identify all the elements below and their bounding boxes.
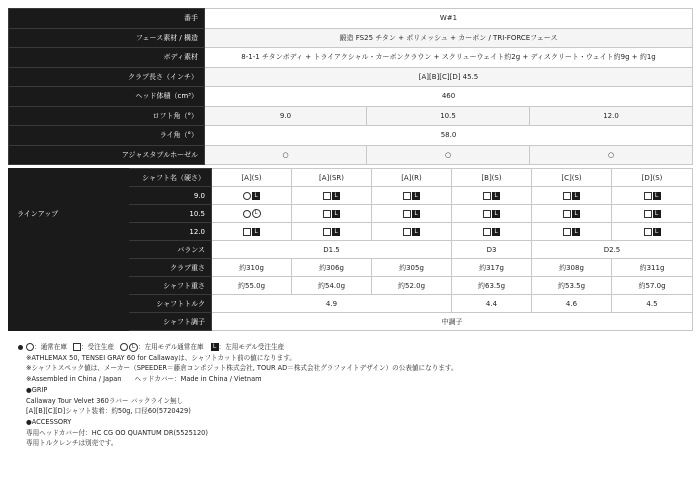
row-value: 約63.5g [452, 277, 532, 295]
square-icon [483, 192, 491, 200]
spec-value: 12.0 [530, 106, 693, 126]
availability-cell [532, 187, 612, 205]
loft-value: 12.0 [129, 223, 212, 241]
row-value: 4.4 [452, 295, 532, 313]
spec-value: 8-1-1 チタンボディ + トライアクシャル・カーボンクラウン + スクリューウェイト約2g + ディスクリート・ウェイト約9g + 約1g [205, 48, 693, 68]
availability-mark [563, 210, 580, 218]
row-value: D2.5 [532, 241, 693, 259]
row-spacer [9, 295, 129, 313]
note-line: ※Assembled in China / Japan ヘッドカバー：Made in China / Vietnam [26, 375, 262, 384]
row-value: 4.5 [612, 295, 693, 313]
row-value: 約53.5g [532, 277, 612, 295]
row-value: 約306g [292, 259, 372, 277]
note-line: ※ATHLEMAX 50, TENSEI GRAY 60 for Callawayは、シャフトカット前の値になります。 [26, 353, 296, 362]
availability-mark [323, 228, 340, 236]
availability-cell [292, 223, 372, 241]
grip-line: [A][B][C][D]シャフト装着：約50g, 口径60(5720429) [26, 407, 191, 416]
spec-row [9, 87, 693, 107]
bullet-icon [18, 345, 23, 350]
row-value: 約310g [212, 259, 292, 277]
spec-value: ○ [205, 145, 367, 165]
square-icon [563, 192, 571, 200]
lineup-row [9, 313, 693, 331]
lineup-row [9, 295, 693, 313]
availability-cell [612, 223, 693, 241]
row-value: 中調子 [212, 313, 693, 331]
row-label: シャフト調子 [129, 313, 212, 331]
availability-mark [323, 192, 340, 200]
availability-mark [563, 228, 580, 236]
row-value: 4.9 [212, 295, 452, 313]
availability-mark [210, 343, 219, 351]
square-icon [483, 228, 491, 236]
row-spacer [9, 259, 129, 277]
availability-mark [26, 343, 34, 351]
availability-mark [644, 228, 661, 236]
left-hand-order-icon: L [492, 228, 500, 236]
row-value: D1.5 [212, 241, 452, 259]
availability-cell [212, 187, 292, 205]
left-hand-order-icon: L [492, 192, 500, 200]
availability-cell [452, 205, 532, 223]
left-hand-order-icon: L [332, 228, 340, 236]
square-icon [483, 210, 491, 218]
spec-value: [A][B][C][D] 45.5 [205, 67, 693, 87]
spec-row [9, 9, 693, 29]
circle-icon [120, 343, 128, 351]
spec-label: クラブ長さ（インチ） [9, 67, 205, 87]
spec-value: 10.5 [367, 106, 530, 126]
row-value: 約305g [372, 259, 452, 277]
left-hand-order-icon: L [332, 192, 340, 200]
legend-text: ：受注生産 [80, 343, 114, 351]
square-icon [403, 192, 411, 200]
accessory-line: 専用ヘッドカバー付：HC CG OO QUANTUM DR(5525120) [26, 428, 208, 437]
row-spacer [9, 313, 129, 331]
left-hand-order-icon: L [572, 210, 580, 218]
loft-value: 9.0 [129, 187, 212, 205]
shaft-name: [A](S) [212, 169, 292, 187]
left-hand-order-icon: L [252, 228, 260, 236]
left-hand-order-icon: L [492, 210, 500, 218]
spec-value: ○ [530, 145, 693, 165]
row-label: シャフト重さ [129, 277, 212, 295]
square-icon [323, 210, 331, 218]
shaft-name: [B](S) [452, 169, 532, 187]
spec-row [9, 106, 693, 126]
square-icon [644, 192, 652, 200]
left-hand-order-icon: L [653, 210, 661, 218]
square-icon [403, 210, 411, 218]
square-icon [323, 192, 331, 200]
availability-mark [483, 210, 500, 218]
availability-cell [292, 187, 372, 205]
row-label: クラブ重さ [129, 259, 212, 277]
circle-icon [26, 343, 34, 351]
availability-mark [483, 228, 500, 236]
legend-text: ：左用モデル通常在庫 [137, 343, 204, 351]
left-hand-order-icon: L [332, 210, 340, 218]
availability-mark [243, 228, 260, 236]
row-spacer [9, 241, 129, 259]
row-value: 約317g [452, 259, 532, 277]
grip-title: ●GRIP [26, 385, 48, 394]
left-hand-order-icon: L [412, 210, 420, 218]
availability-cell [532, 205, 612, 223]
shaft-name: [C](S) [532, 169, 612, 187]
spec-label: アジャスタブルホーゼル [9, 145, 205, 165]
spec-value: W#1 [205, 9, 693, 29]
availability-mark [563, 192, 580, 200]
availability-mark [403, 210, 420, 218]
spec-value: ○ [367, 145, 530, 165]
square-icon [644, 210, 652, 218]
shaft-header-row [9, 169, 693, 187]
square-icon [563, 228, 571, 236]
spec-value: 58.0 [205, 126, 693, 146]
shaft-name: [D](S) [612, 169, 693, 187]
spec-label: ヘッド体積（cm³） [9, 87, 205, 107]
spec-value: 460 [205, 87, 693, 107]
spec-value: 鍛造 FS25 チタン + ポリメッシュ + カーボン / TRI-FORCEフェース [205, 28, 693, 48]
spec-row [9, 126, 693, 146]
availability-cell [212, 205, 292, 223]
spec-row [9, 67, 693, 87]
left-hand-order-icon: L [211, 343, 219, 351]
left-hand-stock-icon: L [252, 209, 261, 218]
square-icon [563, 210, 571, 218]
availability-mark [73, 343, 81, 351]
row-value: 約57.0g [612, 277, 693, 295]
square-icon [323, 228, 331, 236]
left-hand-order-icon: L [653, 228, 661, 236]
spec-row [9, 28, 693, 48]
square-icon [644, 228, 652, 236]
note-line: ※シャフトスペック値は、メーカー（SPEEDER＝藤倉コンポジット株式会社, TOUR AD＝株式会社グラファイトデザイン）の公表値になります。 [26, 364, 458, 373]
notes [18, 342, 688, 449]
lineup-row [9, 241, 693, 259]
row-value: 約308g [532, 259, 612, 277]
row-value: 約311g [612, 259, 693, 277]
legend-row [18, 342, 688, 353]
availability-mark [483, 192, 500, 200]
row-label: バランス [129, 241, 212, 259]
left-hand-order-icon: L [412, 192, 420, 200]
left-hand-order-icon: L [252, 192, 260, 200]
circle-icon [243, 192, 251, 200]
availability-cell [532, 223, 612, 241]
row-value: 約55.0g [212, 277, 292, 295]
row-value: 約54.0g [292, 277, 372, 295]
availability-cell [212, 223, 292, 241]
availability-mark [323, 210, 340, 218]
lineup-row [9, 277, 693, 295]
availability-cell [372, 223, 452, 241]
left-hand-order-icon: L [653, 192, 661, 200]
spec-value: 9.0 [205, 106, 367, 126]
spec-row [9, 145, 693, 165]
lineup-corner [9, 169, 129, 187]
left-hand-order-icon: L [572, 192, 580, 200]
left-hand-order-icon: L [412, 228, 420, 236]
availability-mark [403, 228, 420, 236]
spec-label: ボディ素材 [9, 48, 205, 68]
availability-cell [612, 187, 693, 205]
availability-cell [372, 205, 452, 223]
availability-mark [644, 210, 661, 218]
spec-label: ライ角（°） [9, 126, 205, 146]
square-icon [73, 343, 81, 351]
left-hand-order-icon: L [572, 228, 580, 236]
row-value: 約52.0g [372, 277, 452, 295]
shaft-name: [A](SR) [292, 169, 372, 187]
loft-row [9, 187, 693, 205]
row-value: D3 [452, 241, 532, 259]
availability-mark [403, 192, 420, 200]
lineup-table [8, 168, 693, 331]
spec-label: ロフト角（°） [9, 106, 205, 126]
loft-value: 10.5 [129, 205, 212, 223]
row-spacer [9, 277, 129, 295]
circle-icon [243, 210, 251, 218]
lineup-row [9, 259, 693, 277]
accessory-title: ●ACCESSORY [26, 417, 72, 426]
square-icon [243, 228, 251, 236]
square-icon [403, 228, 411, 236]
availability-cell [372, 187, 452, 205]
note-line: 専用トルクレンチは別売です。 [26, 439, 118, 448]
left-hand-stock-icon: L [129, 343, 138, 352]
legend-text: ：通常在庫 [34, 343, 67, 351]
availability-cell [292, 205, 372, 223]
spec-table [8, 8, 693, 165]
shaft-header-label: シャフト名（硬さ） [129, 169, 212, 187]
availability-mark [644, 192, 661, 200]
legend-text: ：左用モデル受注生産 [218, 343, 285, 351]
lineup-group-label: ラインアップ [9, 187, 129, 241]
availability-mark [243, 192, 260, 200]
row-value: 4.6 [532, 295, 612, 313]
availability-cell [452, 187, 532, 205]
shaft-name: [A](R) [372, 169, 452, 187]
availability-mark [120, 343, 138, 351]
spec-label: フェース素材 / 構造 [9, 28, 205, 48]
row-label: シャフトトルク [129, 295, 212, 313]
availability-cell [452, 223, 532, 241]
availability-cell [612, 205, 693, 223]
grip-line: Callaway Tour Velvet 360ラバー バックライン無し [26, 396, 184, 405]
spec-label: 番手 [9, 9, 205, 29]
availability-mark [243, 210, 261, 218]
spec-row [9, 48, 693, 68]
